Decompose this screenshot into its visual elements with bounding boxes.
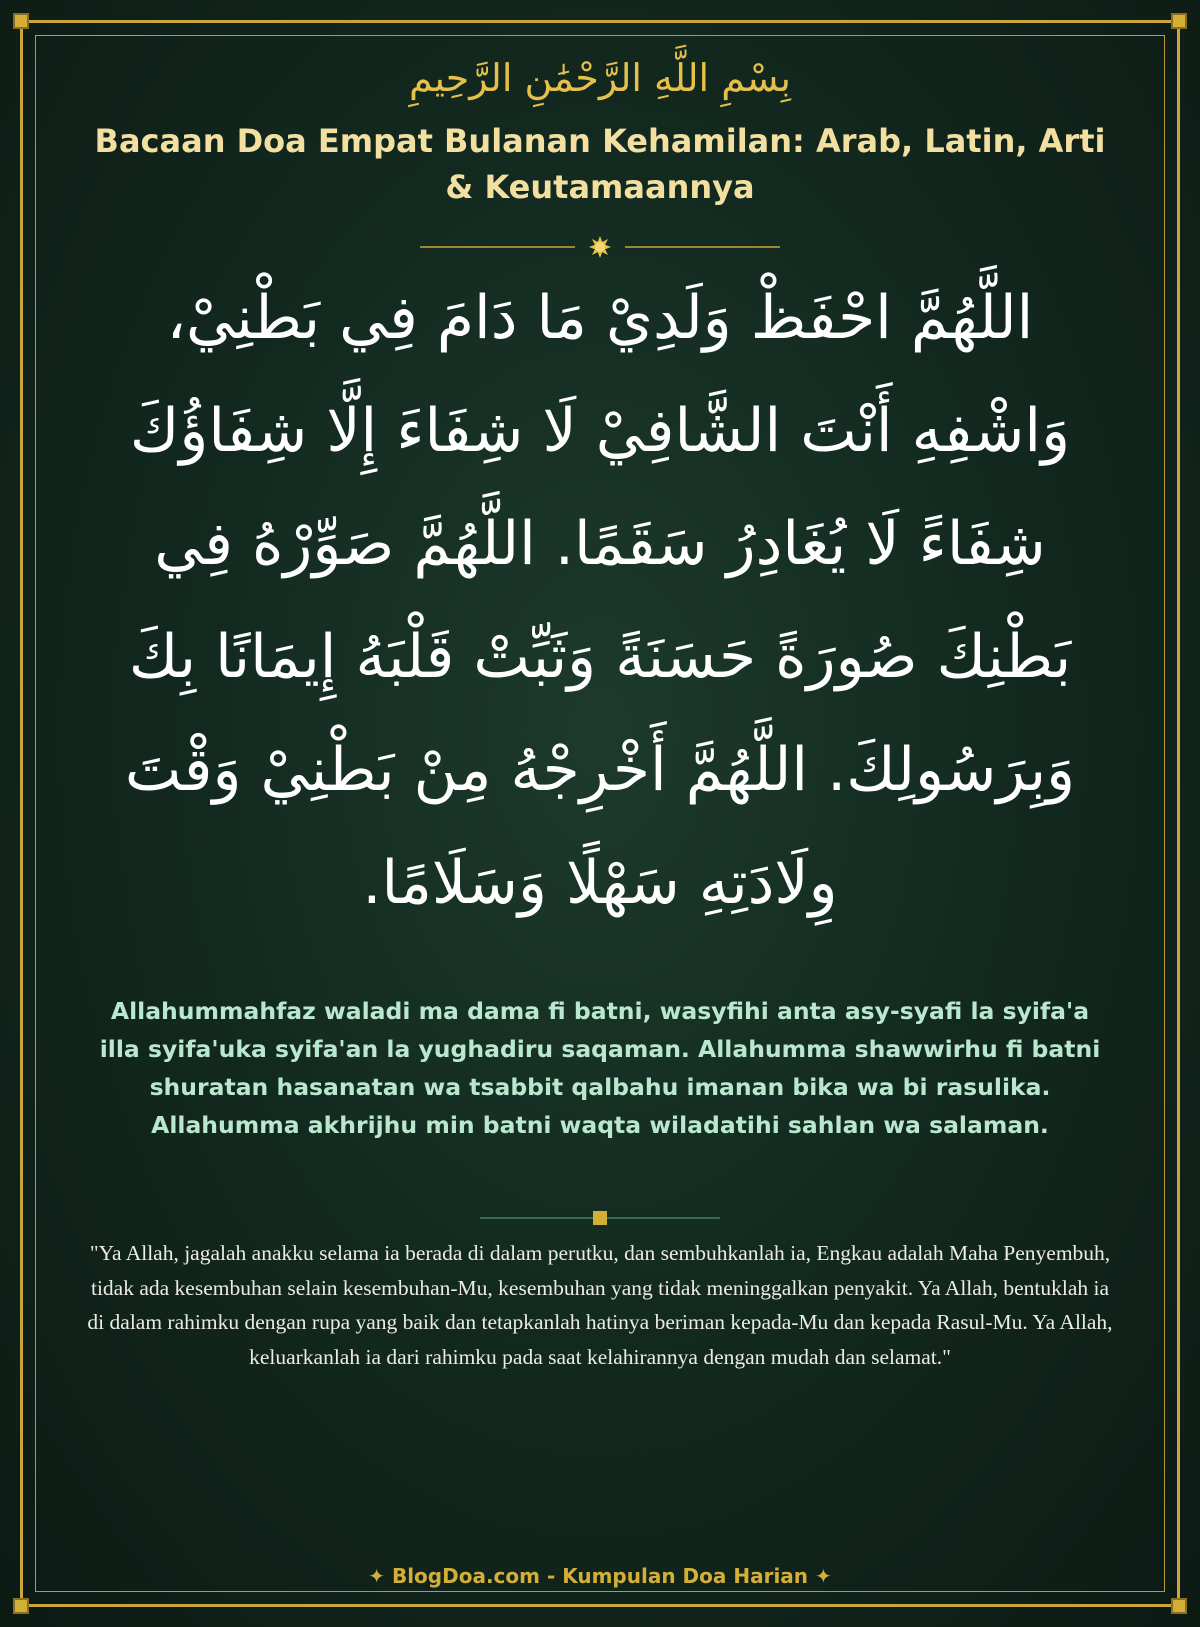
corner-ornament-bottom-right [1171,1598,1187,1614]
corner-ornament-bottom-left [13,1598,29,1614]
ornament-divider-middle [480,1208,720,1228]
diamond-ornament-icon [593,1211,607,1225]
ornament-divider-top [420,235,780,259]
arabic-prayer-text: اللَّهُمَّ احْفَظْ وَلَدِيْ مَا دَامَ فِي بَطْنِيْ، وَاشْفِهِ أَنْتَ الشَّافِيْ لَا شِفَاءَ إِلَّا شِفَاؤُكَ شِفَاءً لَا يُغَادِرُ سَقَمًا. اللَّهُمَّ صَوِّرْهُ فِي بَطْنِكَ صُورَةً حَسَنَةً وَثَبِّتْ قَلْبَهُ إِيمَانًا بِكَ وَبِرَسُولِكَ. اللَّهُمَّ أَخْرِجْهُ مِنْ بَطْنِيْ وَقْتَ وِلَادَتِهِ سَهْلًا وَسَلَامًا. [124,283,1076,918]
corner-ornament-top-right [1171,13,1187,29]
page-title: Bacaan Doa Empat Bulanan Kehamilan: Arab, Latin, Arti & Keutamaannya [94,122,1106,206]
bismillah-heading: بِسْمِ اللَّهِ الرَّحْمَٰنِ الرَّحِيمِ [409,56,791,100]
footer-credit: ✦ BlogDoa.com - Kumpulan Doa Harian ✦ [368,1564,832,1588]
translation-text: "Ya Allah, jagalah anakku selama ia berada di dalam perutku, dan sembuhkanlah ia, Engkau adalah Maha Penyembuh, tidak ada kesembuhan selain kesembuhan-Mu, kesembuhan yang tidak meninggalkan penyakit. Ya Allah, bentuklah ia di dalam rahimku dengan rupa yang baik dan tetapkanlah hatinya beriman kepada-Mu dan kepada Rasul-Mu. Ya Allah, keluarkanlah ia dari rahimku pada saat kelahirannya dengan mudah dan selamat." [87,1241,1113,1369]
star-ornament-icon [589,236,611,258]
latin-transliteration: Allahummahfaz waladi ma dama fi batni, wasyfihi anta asy-syafi la syifa'a illa syifa'uka syifa'an la yughadiru saqaman. Allahumma shawwirhu fi batni shuratan hasanatan wa tsabbit qalbahu imanan bika wa bi rasulika. Allahumma akhrijhu min batni waqta wiladatihi sahlan wa salaman. [99,997,1101,1139]
corner-ornament-top-left [13,13,29,29]
